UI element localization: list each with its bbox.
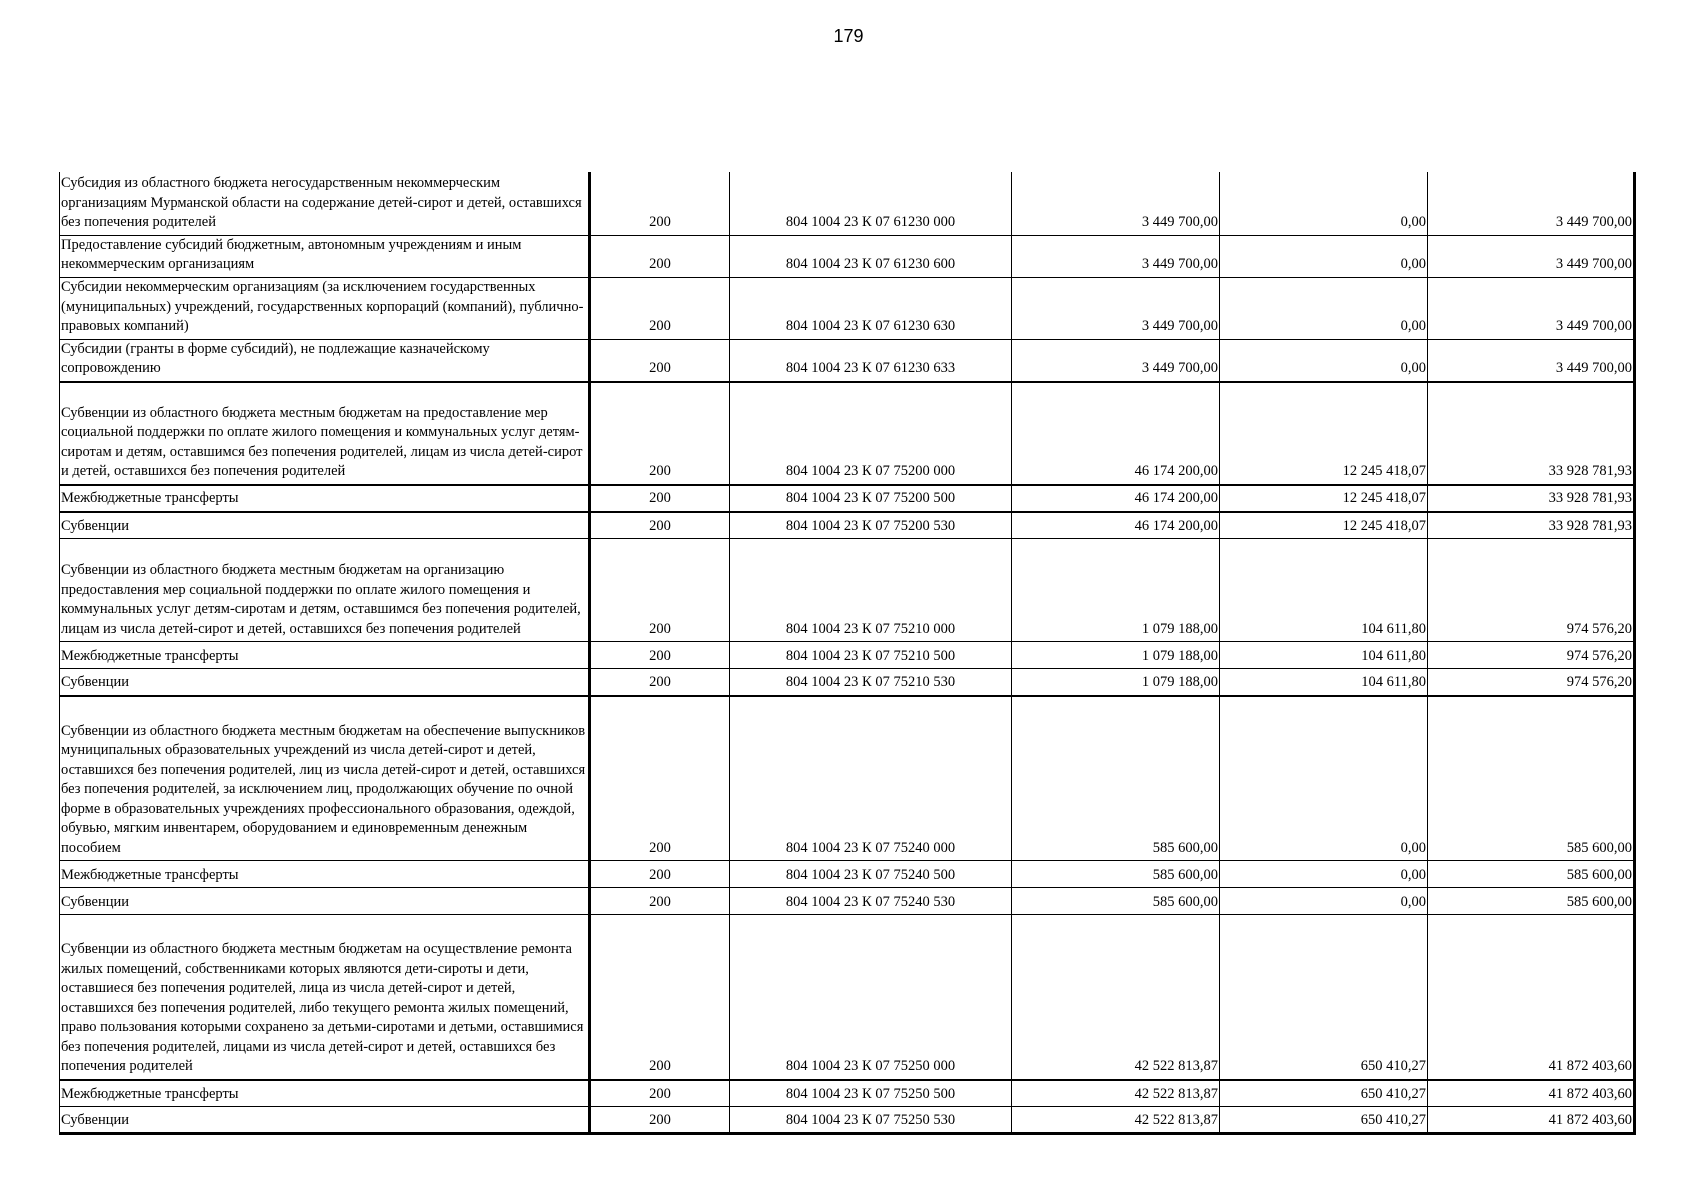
row-approved: 1 079 188,00 bbox=[1012, 539, 1220, 642]
row-unexecuted: 3 449 700,00 bbox=[1428, 235, 1635, 277]
row-approved: 3 449 700,00 bbox=[1012, 172, 1220, 235]
row-kbk: 804 1004 23 К 07 61230 000 bbox=[730, 172, 1012, 235]
row-approved: 1 079 188,00 bbox=[1012, 642, 1220, 669]
table-row bbox=[60, 512, 1635, 539]
row-executed: 650 410,27 bbox=[1220, 1107, 1428, 1134]
table-row bbox=[60, 235, 1635, 277]
row-unexecuted: 33 928 781,93 bbox=[1428, 382, 1635, 485]
row-unexecuted: 33 928 781,93 bbox=[1428, 512, 1635, 539]
row-executed: 12 245 418,07 bbox=[1220, 382, 1428, 485]
table-row bbox=[60, 696, 1635, 861]
table-row bbox=[60, 382, 1635, 485]
row-executed: 0,00 bbox=[1220, 339, 1428, 382]
row-unexecuted: 974 576,20 bbox=[1428, 539, 1635, 642]
budget-execution-table bbox=[59, 172, 1636, 1135]
table-row bbox=[60, 485, 1635, 512]
row-name: Субвенции bbox=[60, 1107, 590, 1134]
row-unexecuted: 585 600,00 bbox=[1428, 861, 1635, 888]
row-kbk: 804 1004 23 К 07 75200 530 bbox=[730, 512, 1012, 539]
row-unexecuted: 41 872 403,60 bbox=[1428, 1080, 1635, 1107]
row-code: 200 bbox=[590, 485, 730, 512]
row-code: 200 bbox=[590, 277, 730, 339]
row-unexecuted: 974 576,20 bbox=[1428, 642, 1635, 669]
row-unexecuted: 33 928 781,93 bbox=[1428, 485, 1635, 512]
row-approved: 42 522 813,87 bbox=[1012, 1107, 1220, 1134]
page-number: 179 bbox=[833, 26, 864, 46]
row-name: Субвенции bbox=[60, 669, 590, 696]
row-unexecuted: 3 449 700,00 bbox=[1428, 339, 1635, 382]
table-row bbox=[60, 172, 1635, 235]
row-unexecuted: 3 449 700,00 bbox=[1428, 277, 1635, 339]
row-executed: 650 410,27 bbox=[1220, 1080, 1428, 1107]
row-kbk: 804 1004 23 К 07 75250 000 bbox=[730, 915, 1012, 1080]
row-kbk: 804 1004 23 К 07 75210 500 bbox=[730, 642, 1012, 669]
row-executed: 0,00 bbox=[1220, 277, 1428, 339]
row-code: 200 bbox=[590, 1107, 730, 1134]
row-name: Субвенции bbox=[60, 512, 590, 539]
row-unexecuted: 41 872 403,60 bbox=[1428, 915, 1635, 1080]
row-name: Межбюджетные трансферты bbox=[60, 861, 590, 888]
row-name: Субсидии некоммерческим организациям (за исключением государственных (муниципальных) учреждений, государственных корпораций (компаний), публично-правовых компаний) bbox=[60, 277, 590, 339]
row-kbk: 804 1004 23 К 07 75250 500 bbox=[730, 1080, 1012, 1107]
row-name: Субвенции из областного бюджета местным бюджетам на обеспечение выпускников муниципальных образовательных учреждений из числа детей-сирот и детей, оставшихся без попечения родителей, лиц из числа детей-сирот и детей, оставшихся без попечения родителей, за исключением лиц, продолжающих обучение по очной форме в образовательных учреждениях профессионального образования, одеждой, обувью, мягким инвентарем, оборудованием и единовременным денежным пособием bbox=[60, 696, 590, 861]
row-kbk: 804 1004 23 К 07 61230 600 bbox=[730, 235, 1012, 277]
table-row bbox=[60, 1107, 1635, 1134]
row-code: 200 bbox=[590, 172, 730, 235]
row-code: 200 bbox=[590, 642, 730, 669]
table-row bbox=[60, 642, 1635, 669]
row-approved: 585 600,00 bbox=[1012, 861, 1220, 888]
row-code: 200 bbox=[590, 915, 730, 1080]
table-row bbox=[60, 888, 1635, 915]
row-code: 200 bbox=[590, 382, 730, 485]
row-name: Субсидия из областного бюджета негосударственным некоммерческим организациям Мурманской области на содержание детей-сирот и детей, оставшихся без попечения родителей bbox=[60, 172, 590, 235]
row-code: 200 bbox=[590, 539, 730, 642]
row-kbk: 804 1004 23 К 07 75240 500 bbox=[730, 861, 1012, 888]
row-executed: 12 245 418,07 bbox=[1220, 485, 1428, 512]
row-code: 200 bbox=[590, 888, 730, 915]
row-name: Субсидии (гранты в форме субсидий), не подлежащие казначейскому сопровождению bbox=[60, 339, 590, 382]
row-approved: 46 174 200,00 bbox=[1012, 512, 1220, 539]
row-unexecuted: 974 576,20 bbox=[1428, 669, 1635, 696]
row-approved: 585 600,00 bbox=[1012, 888, 1220, 915]
table-row bbox=[60, 339, 1635, 382]
row-executed: 650 410,27 bbox=[1220, 915, 1428, 1080]
row-code: 200 bbox=[590, 235, 730, 277]
row-kbk: 804 1004 23 К 07 75240 530 bbox=[730, 888, 1012, 915]
row-kbk: 804 1004 23 К 07 75240 000 bbox=[730, 696, 1012, 861]
table-row bbox=[60, 1080, 1635, 1107]
table-row bbox=[60, 539, 1635, 642]
row-code: 200 bbox=[590, 696, 730, 861]
row-approved: 42 522 813,87 bbox=[1012, 915, 1220, 1080]
row-approved: 1 079 188,00 bbox=[1012, 669, 1220, 696]
row-approved: 42 522 813,87 bbox=[1012, 1080, 1220, 1107]
row-name: Межбюджетные трансферты bbox=[60, 485, 590, 512]
row-name: Межбюджетные трансферты bbox=[60, 1080, 590, 1107]
row-kbk: 804 1004 23 К 07 75250 530 bbox=[730, 1107, 1012, 1134]
row-kbk: 804 1004 23 К 07 61230 633 bbox=[730, 339, 1012, 382]
table-row bbox=[60, 669, 1635, 696]
row-approved: 3 449 700,00 bbox=[1012, 339, 1220, 382]
row-kbk: 804 1004 23 К 07 75210 530 bbox=[730, 669, 1012, 696]
row-executed: 12 245 418,07 bbox=[1220, 512, 1428, 539]
row-executed: 104 611,80 bbox=[1220, 539, 1428, 642]
row-executed: 0,00 bbox=[1220, 235, 1428, 277]
row-executed: 104 611,80 bbox=[1220, 642, 1428, 669]
table-row bbox=[60, 915, 1635, 1080]
row-approved: 46 174 200,00 bbox=[1012, 382, 1220, 485]
row-code: 200 bbox=[590, 512, 730, 539]
row-name: Субвенции из областного бюджета местным бюджетам на предоставление мер социальной поддержки по оплате жилого помещения и коммунальных услуг детям-сиротам и детям, оставшимся без попечения родителей, лицам из числа детей-сирот и детей, оставшихся без попечения родителей bbox=[60, 382, 590, 485]
row-kbk: 804 1004 23 К 07 75210 000 bbox=[730, 539, 1012, 642]
row-kbk: 804 1004 23 К 07 61230 630 bbox=[730, 277, 1012, 339]
row-approved: 46 174 200,00 bbox=[1012, 485, 1220, 512]
row-unexecuted: 585 600,00 bbox=[1428, 888, 1635, 915]
row-executed: 0,00 bbox=[1220, 888, 1428, 915]
row-code: 200 bbox=[590, 1080, 730, 1107]
row-name: Субвенции из областного бюджета местным бюджетам на осуществление ремонта жилых помещений, собственниками которых являются дети-сироты и дети, оставшиеся без попечения родителей, лица из числа детей-сирот и детей, оставшихся без попечения родителей, либо текущего ремонта жилых помещений, право пользования которыми сохранено за детьми-сиротами и детьми, оставшимися без попечения родителей, лицами из числа детей-сирот и детей, оставшихся без попечения родителей bbox=[60, 915, 590, 1080]
row-approved: 585 600,00 bbox=[1012, 696, 1220, 861]
row-name: Субвенции из областного бюджета местным бюджетам на организацию предоставления мер социальной поддержки по оплате жилого помещения и коммунальных услуг детям-сиротам и детям, оставшимся без попечения родителей, лицам из числа детей-сирот и детей, оставшихся без попечения родителей bbox=[60, 539, 590, 642]
row-kbk: 804 1004 23 К 07 75200 500 bbox=[730, 485, 1012, 512]
row-code: 200 bbox=[590, 339, 730, 382]
row-name: Межбюджетные трансферты bbox=[60, 642, 590, 669]
row-name: Субвенции bbox=[60, 888, 590, 915]
row-unexecuted: 41 872 403,60 bbox=[1428, 1107, 1635, 1134]
row-executed: 104 611,80 bbox=[1220, 669, 1428, 696]
table-row bbox=[60, 861, 1635, 888]
row-unexecuted: 3 449 700,00 bbox=[1428, 172, 1635, 235]
row-executed: 0,00 bbox=[1220, 696, 1428, 861]
row-approved: 3 449 700,00 bbox=[1012, 277, 1220, 339]
row-approved: 3 449 700,00 bbox=[1012, 235, 1220, 277]
table-row bbox=[60, 277, 1635, 339]
row-unexecuted: 585 600,00 bbox=[1428, 696, 1635, 861]
row-code: 200 bbox=[590, 669, 730, 696]
row-executed: 0,00 bbox=[1220, 172, 1428, 235]
row-kbk: 804 1004 23 К 07 75200 000 bbox=[730, 382, 1012, 485]
row-executed: 0,00 bbox=[1220, 861, 1428, 888]
row-code: 200 bbox=[590, 861, 730, 888]
row-name: Предоставление субсидий бюджетным, автономным учреждениям и иным некоммерческим организациям bbox=[60, 235, 590, 277]
